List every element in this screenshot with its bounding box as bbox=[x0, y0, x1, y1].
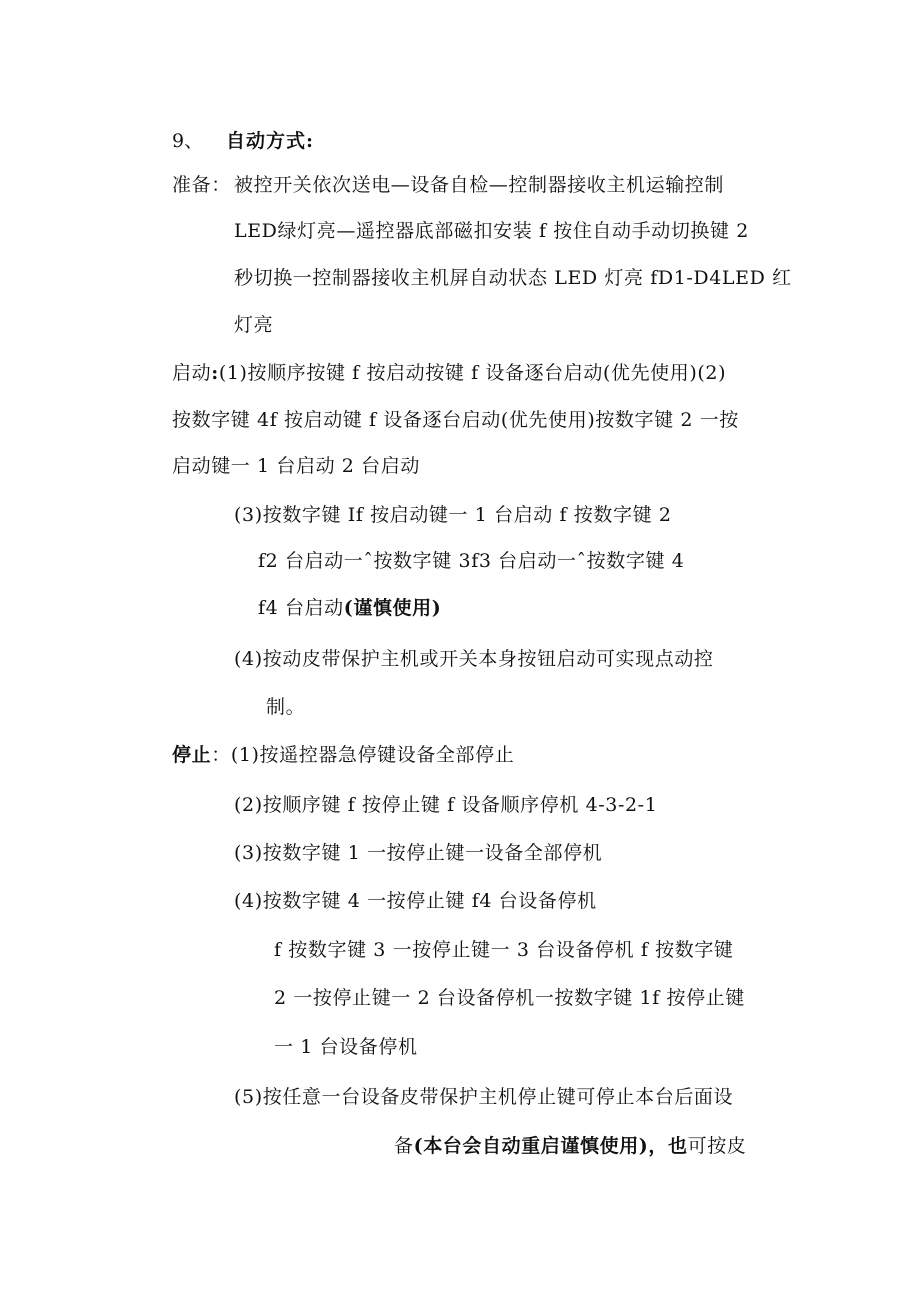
stop-item4-cont-3: 一 1 台设备停机 bbox=[274, 1036, 418, 1058]
start-item3-line-2: f2 台启动一ˆ按数字键 3f3 台启动一ˆ按数字键 4 bbox=[258, 550, 685, 572]
start-line-1: (1)按顺序按键 f 按启动按键 f 设备逐台启动(优先使用)(2) bbox=[218, 362, 727, 384]
section-number: 9、 bbox=[172, 130, 204, 152]
stop-item4-cont-2: 2 一按停止键一 2 台设备停机一按数字键 1f 按停止键 bbox=[274, 987, 745, 1009]
prepare-line-1: 被控开关依次送电—设备自检—控制器接收主机运输控制 bbox=[234, 174, 725, 196]
stop-item-3: (3)按数字键 1 一按停止键一设备全部停机 bbox=[234, 842, 603, 864]
stop-item-4: (4)按数字键 4 一按停止键 f4 台设备停机 bbox=[234, 890, 597, 912]
prepare-label: 准备： bbox=[172, 174, 231, 196]
stop-item5-cont bbox=[394, 1134, 746, 1158]
section-title: 自动方式: bbox=[226, 130, 315, 152]
stop-item5-cont-a: 备 bbox=[394, 1135, 414, 1157]
start-line-2: 按数字键 4f 按启动键 f 设备逐台启动(优先使用)按数字键 2 一按 bbox=[172, 409, 739, 431]
start-label: 启动 bbox=[172, 362, 212, 384]
stop-item-1: (1)按遥控器急停键设备全部停止 bbox=[230, 744, 515, 766]
start-item4-line-1: (4)按动皮带保护主机或开关本身按钮启动可实现点动控 bbox=[234, 648, 714, 670]
start-line-3: 启动键一 1 台启动 2 台启动 bbox=[172, 455, 420, 477]
stop-colon: ： bbox=[211, 744, 231, 766]
start-item3-last: f4 台启动 bbox=[258, 597, 344, 619]
stop-item5-cont-c: 可按皮 bbox=[687, 1135, 747, 1157]
stop-item5-caution: (本台会自动重启谨慎使用)，也 bbox=[413, 1135, 688, 1157]
stop-item4-cont-1: f 按数字键 3 一按停止键一 3 台设备停机 f 按数字键 bbox=[274, 939, 734, 961]
start-item3-line-1: (3)按数字键 If 按启动键一 1 台启动 f 按数字键 2 bbox=[234, 504, 672, 526]
stop-label-row bbox=[172, 743, 514, 767]
start-item3-line-3 bbox=[258, 596, 441, 620]
prepare-line-2: LED绿灯亮—遥控器底部磁扣安装 f 按住自动手动切换键 2 bbox=[234, 220, 749, 242]
stop-item-5: (5)按任意一台设备皮带保护主机停止键可停止本台后面设 bbox=[234, 1086, 734, 1108]
prepare-line-4: 灯亮 bbox=[234, 314, 274, 336]
prepare-line-3: 秒切换一控制器接收主机屏自动状态 LED 灯亮 fD1-D4LED 红 bbox=[234, 267, 792, 289]
start-colon: : bbox=[211, 362, 219, 384]
start-item3-caution: (谨慎使用) bbox=[343, 597, 442, 619]
start-item4-line-2: 制。 bbox=[266, 696, 306, 718]
start-label-row bbox=[172, 361, 726, 385]
stop-label: 停止 bbox=[172, 744, 212, 766]
stop-item-2: (2)按顺序键 f 按停止键 f 设备顺序停机 4-3-2-1 bbox=[234, 794, 658, 816]
